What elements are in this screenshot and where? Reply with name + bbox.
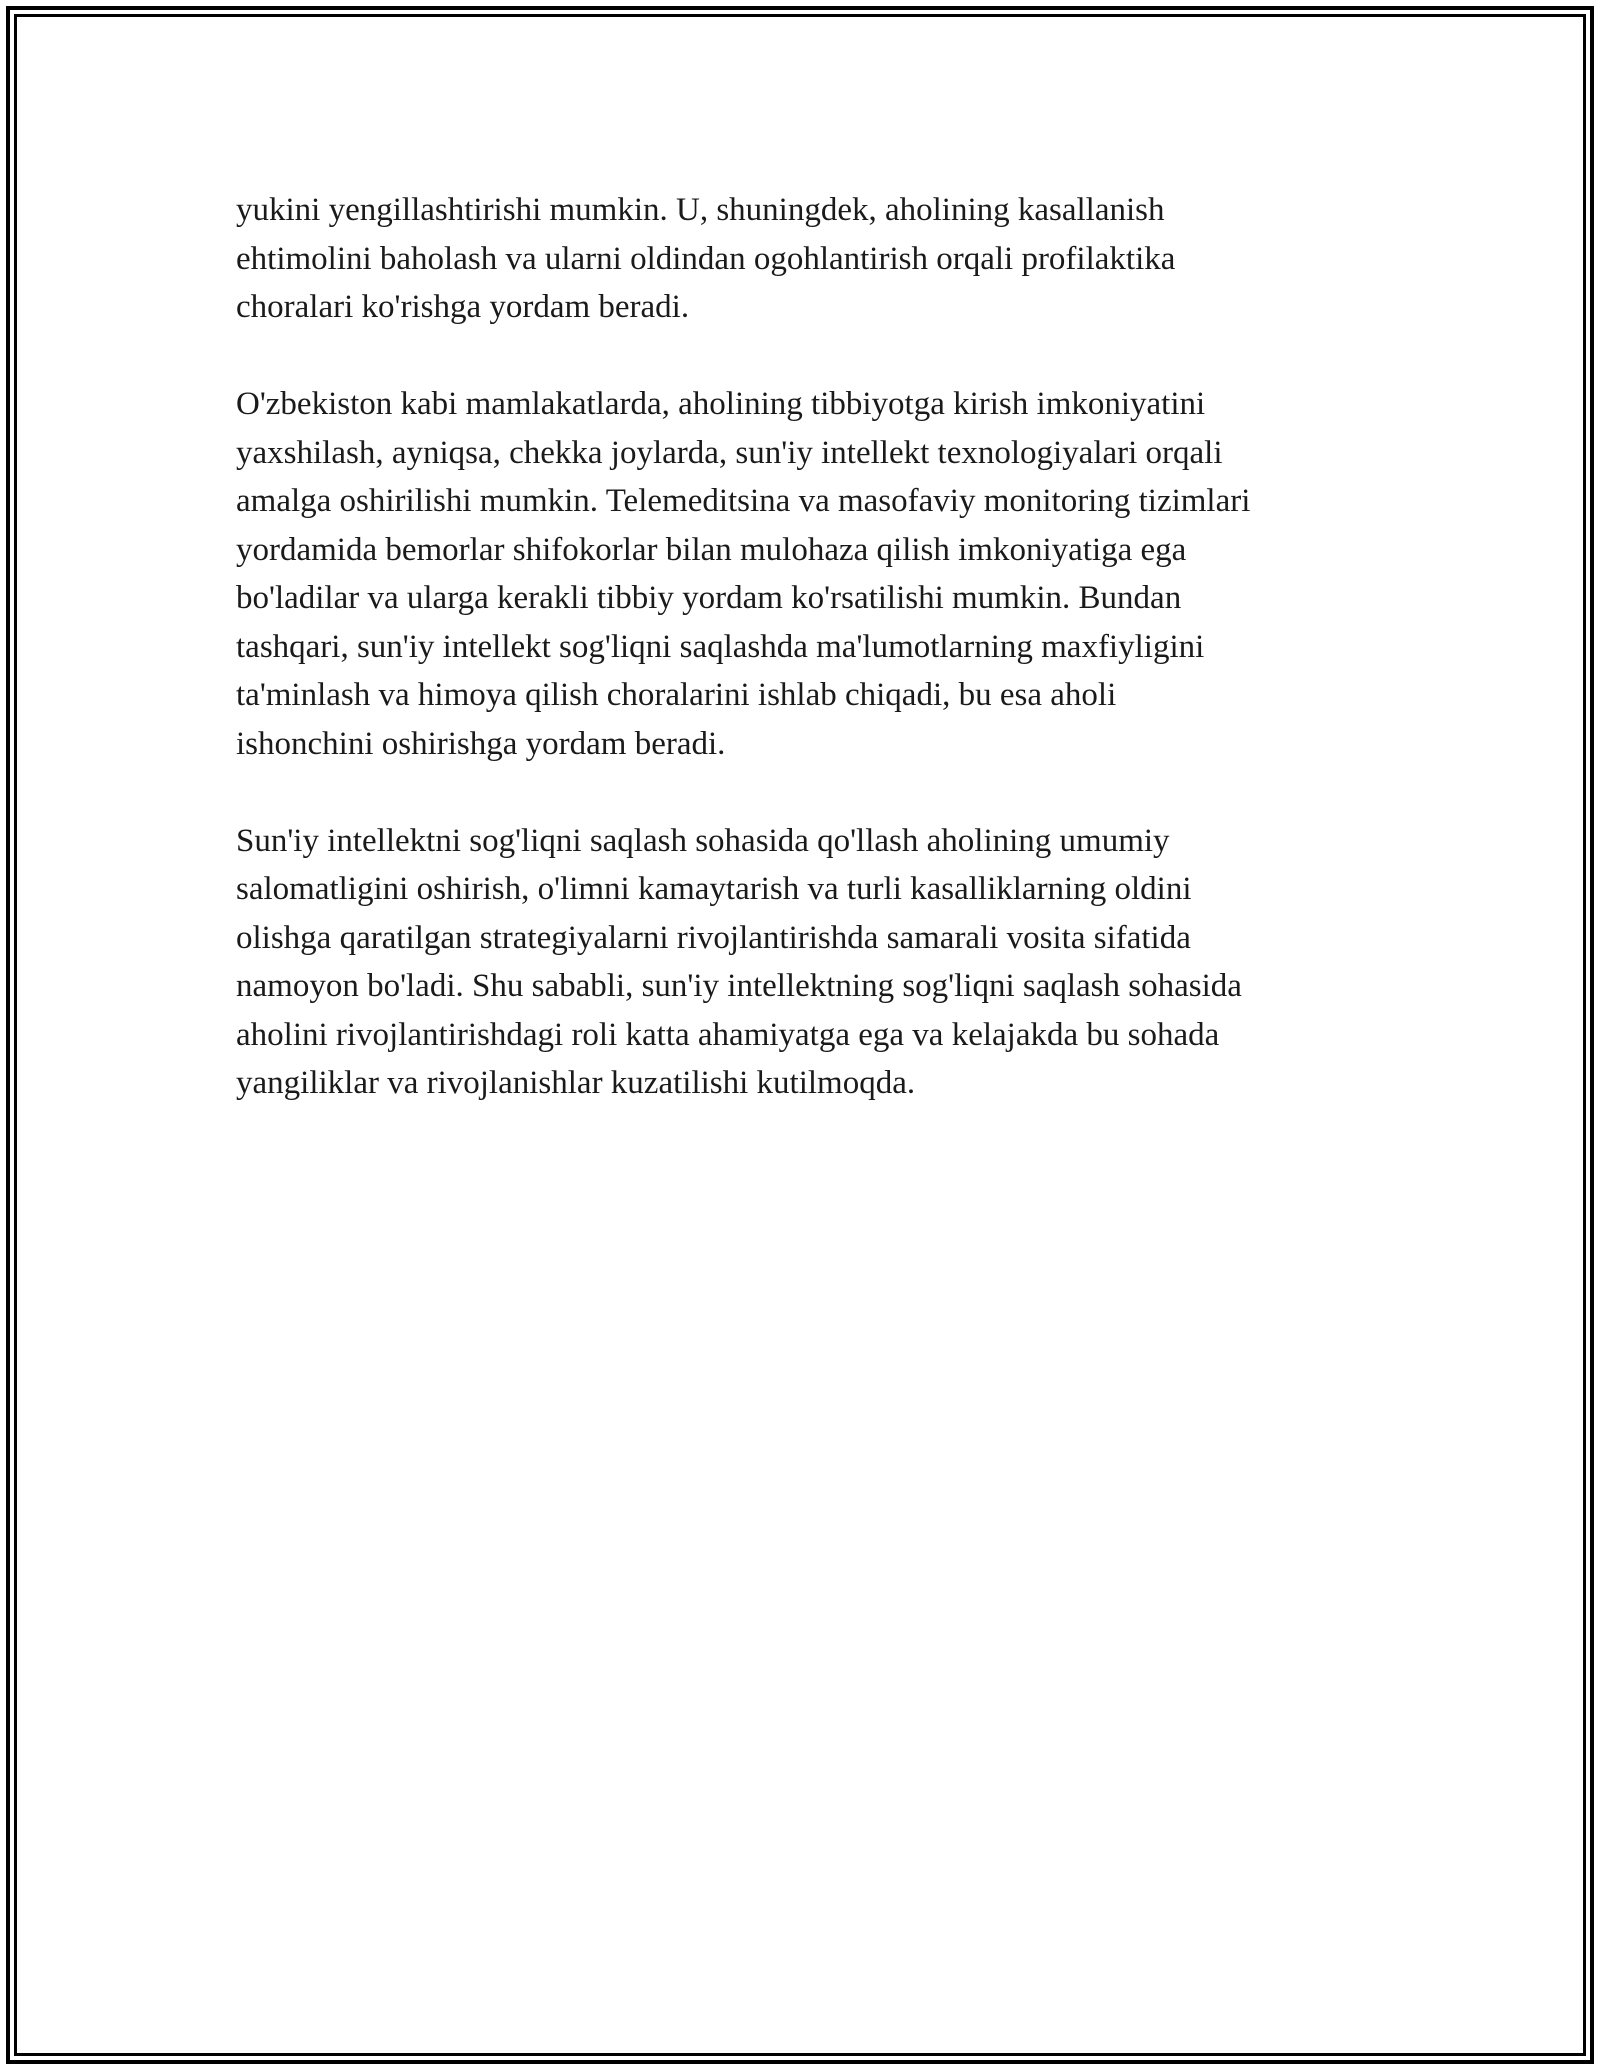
paragraph-3 (236, 817, 1396, 1108)
text-line: aholini rivojlantirishdagi roli katta ahamiyatga ega va kelajakda bu sohada (236, 1016, 1220, 1053)
text-line: yaxshilash, ayniqsa, chekka joylarda, sun'iy intellekt texnologiyalari orqali (236, 434, 1223, 471)
text-line: yangiliklar va rivojlanishlar kuzatilishi kutilmoqda. (236, 1065, 916, 1101)
text-line: olishga qaratilgan strategiyalarni rivojlantirishda samarali vosita sifatida (236, 919, 1191, 956)
text-line: choralari ko'rishga yordam beradi. (236, 289, 690, 325)
text-line: yordamida bemorlar shifokorlar bilan mulohaza qilish imkoniyatiga ega (236, 531, 1187, 568)
text-line: ta'minlash va himoya qilish choralarini ishlab chiqadi, bu esa aholi (236, 677, 1117, 713)
paragraph-2 (236, 380, 1396, 768)
text-line: bo'ladilar va ularga kerakli tibbiy yordam ko'rsatilishi mumkin. Bundan (236, 580, 1182, 616)
text-line: amalga oshirilishi mumkin. Telemeditsina va masofaviy monitoring tizimlari (236, 483, 1251, 519)
text-line: ishonchini oshirishga yordam beradi. (236, 725, 726, 762)
document-body (236, 186, 1396, 1156)
text-line: tashqari, sun'iy intellekt sog'liqni saqlashda ma'lumotlarning maxfiyligini (236, 628, 1205, 665)
text-line: namoyon bo'ladi. Shu sababli, sun'iy intellektning sog'liqni saqlash sohasida (236, 968, 1242, 1004)
text-line: yukini yengillashtirishi mumkin. U, shuningdek, aholining kasallanish (236, 192, 1165, 228)
text-line: salomatligini oshirish, o'limni kamaytarish va turli kasalliklarning oldini (236, 871, 1192, 907)
text-line: O'zbekiston kabi mamlakatlarda, aholining tibbiyotga kirish imkoniyatini (236, 386, 1206, 422)
text-line: ehtimolini baholash va ularni oldindan ogohlantirish orqali profilaktika (236, 240, 1176, 277)
paragraph-1 (236, 186, 1396, 332)
text-line: Sun'iy intellektni sog'liqni saqlash sohasida qo'llash aholining umumiy (236, 822, 1170, 859)
